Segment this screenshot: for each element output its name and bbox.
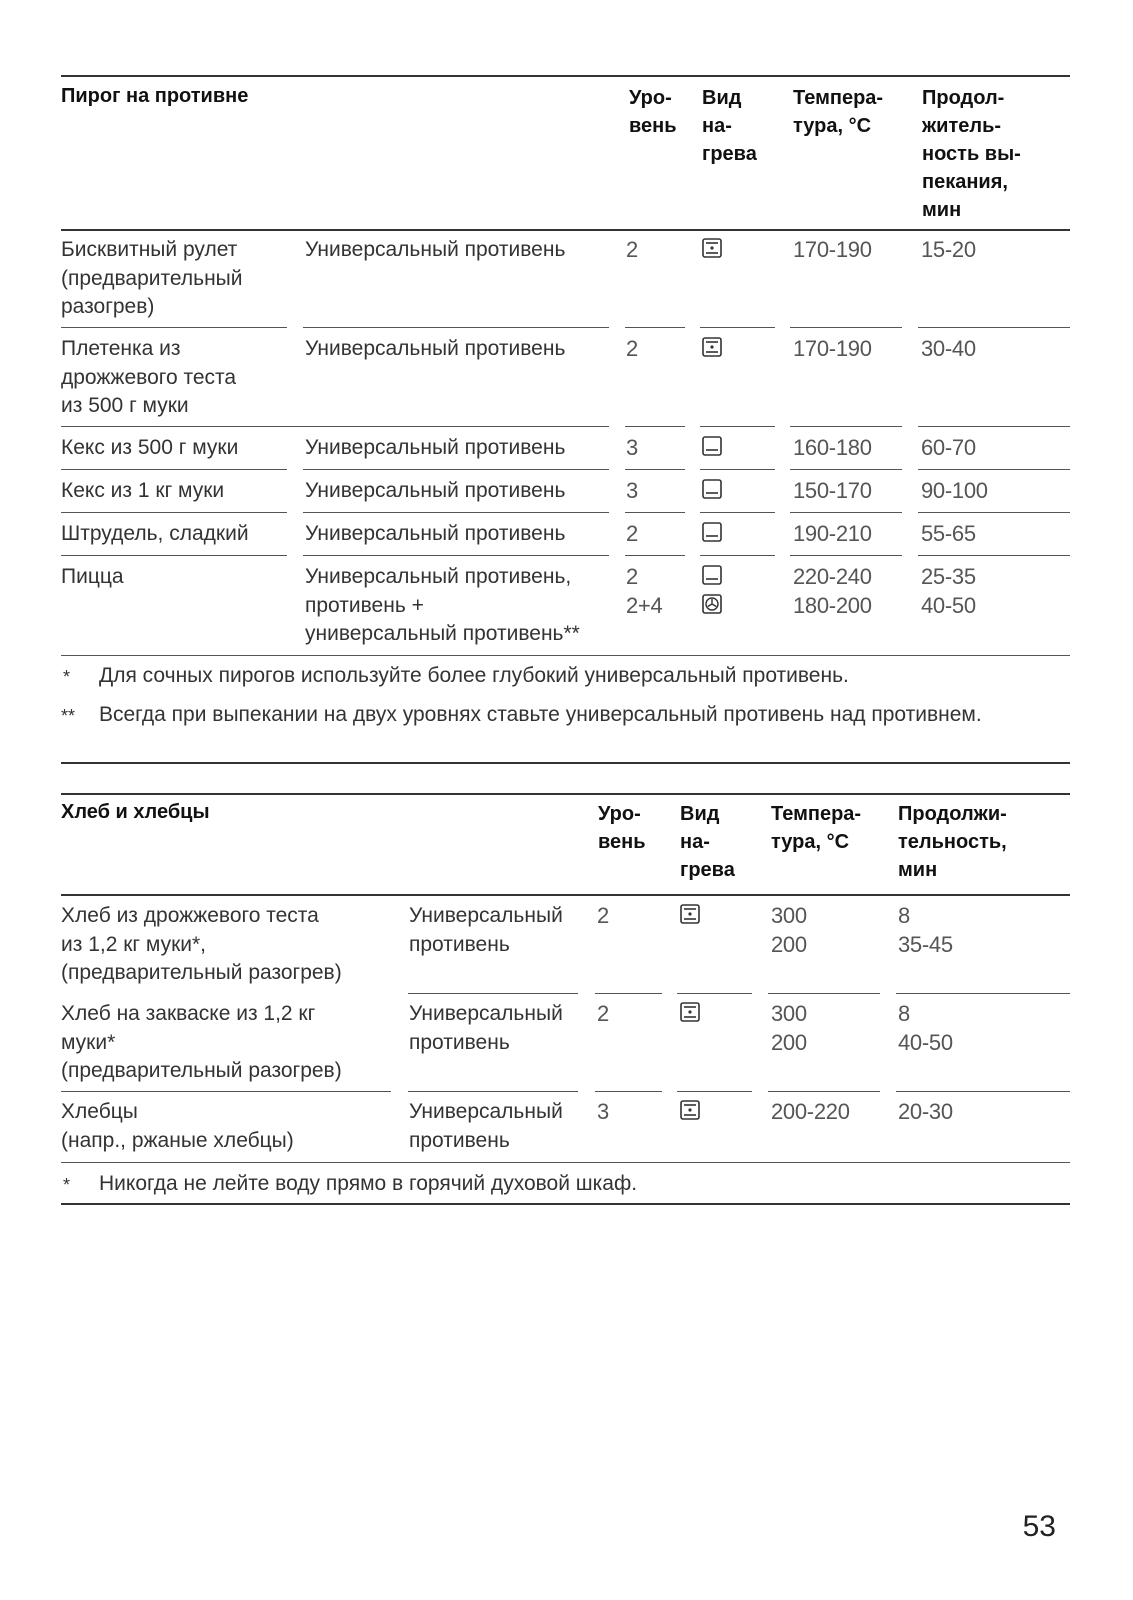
table-row-level: 2 bbox=[626, 336, 638, 361]
row-divider bbox=[677, 993, 752, 994]
table-row-level: 3 bbox=[597, 1099, 609, 1124]
table-row-temp: 160-180 bbox=[793, 435, 872, 460]
table2-header-temp: Темпера- тура, °C bbox=[771, 803, 862, 853]
row-divider bbox=[61, 327, 287, 328]
hot-air-icon bbox=[702, 436, 722, 456]
row-divider bbox=[700, 512, 775, 513]
row-divider bbox=[303, 469, 609, 470]
page-number: 53 bbox=[1022, 1510, 1056, 1543]
table-row-temp: 170-190 bbox=[793, 336, 872, 361]
row-divider bbox=[918, 426, 1070, 427]
row-divider bbox=[790, 426, 902, 427]
table-row-duration: 55-65 bbox=[921, 521, 976, 546]
footnote-text: Никогда не лейте воду прямо в горячий духовой шкаф. bbox=[99, 1172, 638, 1195]
table-row-pan: Универсальный противень bbox=[305, 238, 566, 261]
table-row-pan: Универсальный противень bbox=[305, 436, 566, 459]
table-row-name: Кекс из 500 г муки bbox=[61, 436, 239, 459]
table1-header-heat: Вид на- грева bbox=[702, 87, 757, 165]
footnote-mark: ** bbox=[61, 706, 76, 726]
row-divider bbox=[303, 555, 609, 556]
table-row-level: 2 bbox=[626, 521, 638, 546]
fan-icon bbox=[702, 594, 722, 614]
top-bottom-heat-icon bbox=[702, 238, 722, 258]
row-divider bbox=[700, 426, 775, 427]
top-bottom-heat-icon bbox=[702, 337, 722, 357]
top-bottom-heat-icon bbox=[680, 1002, 700, 1022]
row-divider bbox=[408, 993, 578, 994]
top-bottom-heat-icon bbox=[680, 1100, 700, 1120]
table-row-duration: 30-40 bbox=[921, 336, 976, 361]
table-row-pan: Универсальный противень bbox=[409, 1100, 563, 1152]
row-divider bbox=[790, 327, 902, 328]
table2-header-duration: Продолжи- тельность, мин bbox=[898, 803, 1007, 881]
table1-header-divider bbox=[61, 229, 1070, 231]
table-row-name: Хлебцы (напр., ржаные хлебцы) bbox=[61, 1100, 294, 1152]
row-divider bbox=[790, 555, 902, 556]
row-divider bbox=[896, 993, 1070, 994]
table2-top-rule bbox=[61, 793, 1070, 795]
table-row-duration: 15-20 bbox=[921, 237, 976, 262]
table-row-level: 3 bbox=[626, 478, 638, 503]
table1-end-rule bbox=[61, 762, 1070, 764]
row-divider bbox=[625, 469, 685, 470]
table2-header-divider bbox=[61, 894, 1070, 896]
row-divider bbox=[790, 512, 902, 513]
row-divider bbox=[61, 555, 287, 556]
table-row-temp: 150-170 bbox=[793, 478, 872, 503]
row-divider bbox=[700, 469, 775, 470]
table-row-duration: 8 40-50 bbox=[898, 1001, 953, 1055]
table2-header-level: Уро- вень bbox=[598, 803, 646, 853]
table-row-temp: 170-190 bbox=[793, 237, 872, 262]
table-row-pan: Универсальный противень bbox=[305, 479, 566, 502]
row-divider bbox=[625, 512, 685, 513]
table-row-pan: Универсальный противень bbox=[409, 1002, 563, 1054]
row-divider bbox=[918, 469, 1070, 470]
hot-air-icon bbox=[702, 479, 722, 499]
table-row-level: 2 bbox=[597, 903, 609, 928]
table-row-name: Хлеб на закваске из 1,2 кг муки* (предварительный разогрев) bbox=[61, 1002, 342, 1082]
footnote-text: Всегда при выпекании на двух уровнях ставьте универсальный противень над противнем. bbox=[99, 703, 982, 726]
table2-title: Хлеб и хлебцы bbox=[61, 801, 210, 823]
row-divider bbox=[625, 426, 685, 427]
table-row-pan: Универсальный противень bbox=[305, 522, 566, 545]
row-divider bbox=[595, 1091, 662, 1092]
row-divider bbox=[677, 1091, 752, 1092]
row-divider bbox=[918, 555, 1070, 556]
table-row-level: 2 2+4 bbox=[626, 564, 663, 618]
table-row-temp: 300 200 bbox=[771, 1001, 807, 1055]
table-row-level: 2 bbox=[597, 1001, 609, 1026]
top-bottom-heat-icon bbox=[680, 904, 700, 924]
table-row-name: Хлеб из дрожжевого теста из 1,2 кг муки*, (предварительный разогрев) bbox=[61, 904, 342, 984]
hot-air-icon bbox=[702, 522, 722, 542]
table1-top-rule bbox=[61, 75, 1070, 77]
footnote-text: Для сочных пирогов используйте более глубокий универсальный противень. bbox=[99, 664, 849, 687]
table-row-level: 2 bbox=[626, 237, 638, 262]
table-row-temp: 200-220 bbox=[771, 1099, 850, 1124]
row-divider bbox=[625, 327, 685, 328]
hot-air-icon bbox=[702, 565, 722, 585]
row-divider bbox=[790, 469, 902, 470]
table1-header-temp: Темпера- тура, °C bbox=[793, 87, 884, 137]
row-divider bbox=[918, 512, 1070, 513]
table2-bottom-divider bbox=[61, 1162, 1070, 1163]
footnote-mark: * bbox=[63, 1175, 71, 1195]
row-divider bbox=[408, 1091, 578, 1092]
table-row-name: Штрудель, сладкий bbox=[61, 522, 249, 545]
row-divider bbox=[61, 512, 287, 513]
table-row-name: Плетенка из дрожжевого теста из 500 г муки bbox=[61, 337, 237, 417]
table1-header-duration: Продол- житель- ность вы- пекания, мин bbox=[922, 87, 1021, 221]
table-row-duration: 60-70 bbox=[921, 435, 976, 460]
row-divider bbox=[61, 469, 287, 470]
table1-bottom-divider bbox=[61, 655, 1070, 656]
table-row-duration: 25-35 40-50 bbox=[921, 564, 976, 618]
table-row-duration: 20-30 bbox=[898, 1099, 953, 1124]
table-row-pan: Универсальный противень bbox=[409, 904, 563, 956]
table-row-name: Пицца bbox=[61, 565, 124, 588]
table2-end-rule bbox=[61, 1203, 1070, 1205]
row-divider bbox=[768, 993, 880, 994]
table1-header-level: Уро- вень bbox=[629, 87, 677, 137]
row-divider bbox=[896, 1091, 1070, 1092]
row-divider bbox=[303, 512, 609, 513]
table-row-pan: Универсальный противень bbox=[305, 337, 566, 360]
footnote-mark: * bbox=[63, 667, 71, 687]
row-divider bbox=[700, 555, 775, 556]
row-divider bbox=[303, 327, 609, 328]
row-divider bbox=[61, 426, 609, 427]
row-divider bbox=[625, 555, 685, 556]
row-divider bbox=[918, 327, 1070, 328]
table-row-temp: 220-240 180-200 bbox=[793, 564, 872, 618]
row-divider bbox=[700, 327, 775, 328]
table-row-name: Кекс из 1 кг муки bbox=[61, 479, 225, 502]
table-row-temp: 190-210 bbox=[793, 521, 872, 546]
table-row-name: Бисквитный рулет (предварительный разогрев) bbox=[61, 238, 243, 318]
row-divider bbox=[61, 1091, 391, 1092]
table1-title: Пирог на противне bbox=[61, 85, 249, 107]
table-row-temp: 300 200 bbox=[771, 903, 807, 957]
table-row-pan: Универсальный противень, противень + универсальный противень** bbox=[305, 565, 580, 645]
row-divider bbox=[595, 993, 662, 994]
table-row-duration: 8 35-45 bbox=[898, 903, 953, 957]
table-row-level: 3 bbox=[626, 435, 638, 460]
table2-header-heat: Вид на- грева bbox=[680, 803, 735, 881]
row-divider bbox=[768, 1091, 880, 1092]
table-row-duration: 90-100 bbox=[921, 478, 988, 503]
